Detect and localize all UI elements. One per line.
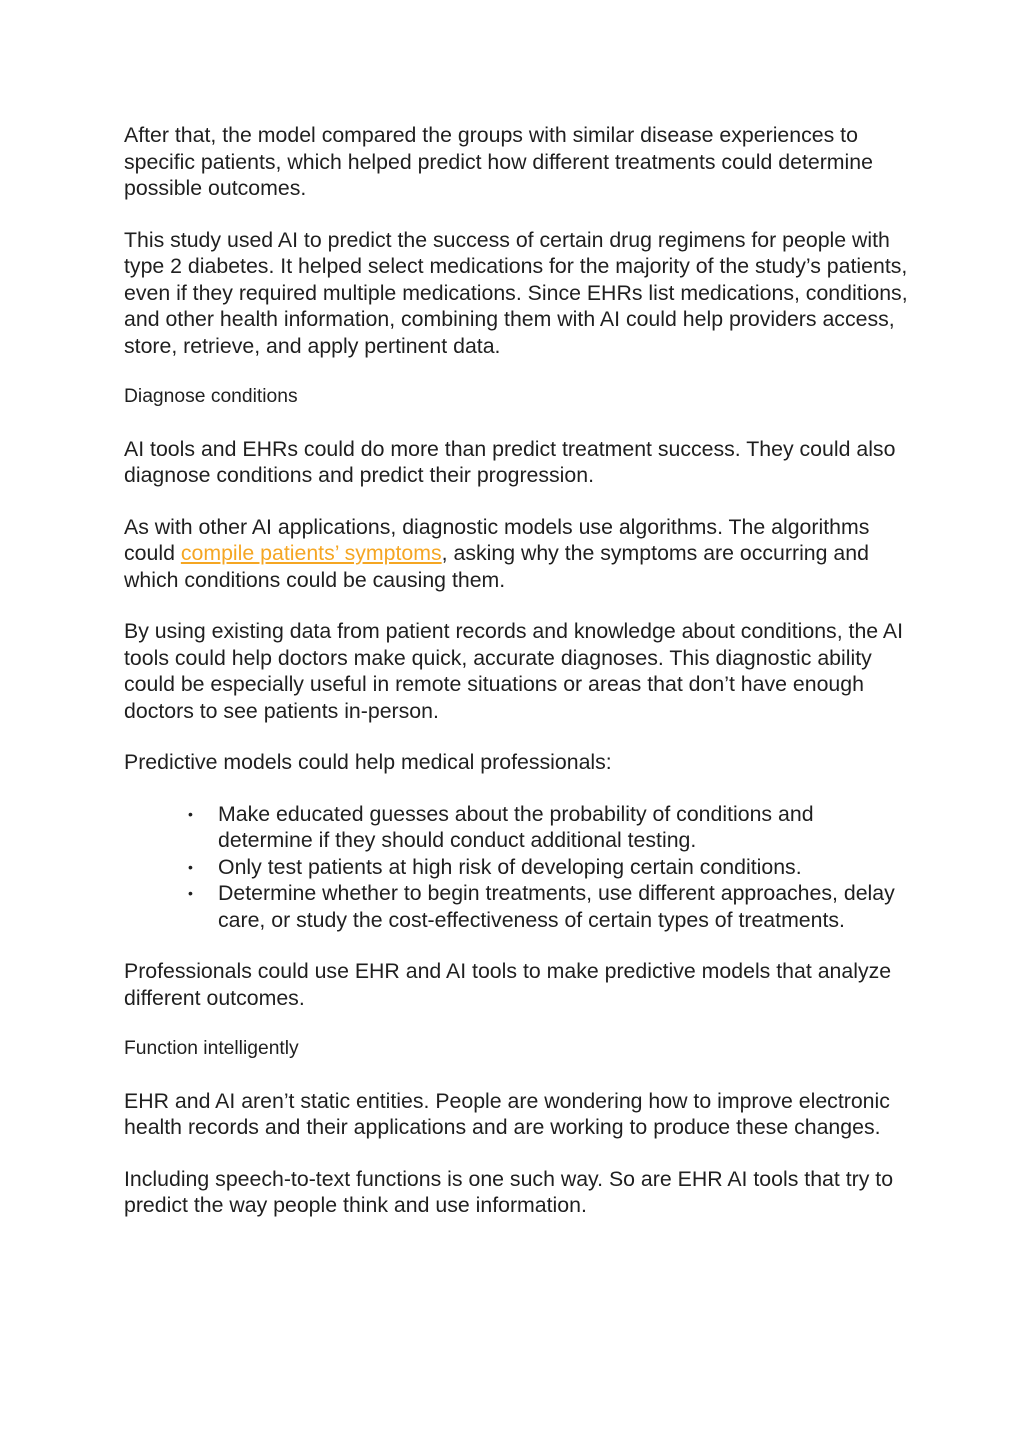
paragraph-predictive-models-intro: Predictive models could help medical professionals: (124, 750, 612, 774)
list-item-text: Make educated guesses about the probability of conditions and determine if they should conduct additional testing. (218, 801, 814, 852)
paragraph-text-before-link: As with other AI applications, diagnostic models use algorithms. The algorithms could (124, 514, 870, 565)
heading-function-intelligently: Function intelligently (124, 1038, 299, 1059)
list-item-text: Determine whether to begin treatments, use different approaches, delay care, or study the cost-effectiveness of certain types of treatments. (218, 881, 895, 932)
list-item-text: Only test patients at high risk of developing certain conditions. (218, 854, 802, 879)
bullet-icon: • (188, 805, 193, 822)
heading-diagnose-conditions: Diagnose conditions (124, 386, 298, 407)
paragraph-text-after-link: , asking why the symptoms are occurring and which conditions could be causing them. (124, 541, 869, 592)
bullet-list (124, 801, 914, 934)
paragraph-diagnose-intro: AI tools and EHRs could do more than predict treatment success. They could also diagnose conditions and predict their progression. (124, 436, 896, 487)
document-page (124, 122, 914, 1244)
paragraph-model-comparison: After that, the model compared the groups with similar disease experiences to specific patients, which helped predict how different treatments could determine possible outcomes. (124, 123, 873, 200)
list-item (188, 854, 914, 881)
bullet-icon: • (188, 885, 193, 901)
paragraph-existing-data: By using existing data from patient records and knowledge about conditions, the AI tools could help doctors make quick, accurate diagnoses. This diagnostic ability could be especially useful in remote situations or areas that don’t have enough doctors to see patients in-person. (124, 619, 904, 723)
paragraph-speech-to-text: Including speech-to-text functions is one such way. So are EHR AI tools that try to predict the way people think and use information. (124, 1166, 894, 1217)
paragraph-diagnostic-algorithms (124, 514, 914, 594)
paragraph-not-static: EHR and AI aren’t static entities. People are wondering how to improve electronic health records and their applications and are working to produce these changes. (124, 1088, 890, 1139)
list-item (188, 880, 914, 933)
bullet-icon: • (188, 858, 193, 875)
compile-symptoms-link[interactable]: compile patients’ symptoms (180, 541, 442, 565)
paragraph-diabetes-study: This study used AI to predict the success of certain drug regimens for people with type 2 diabetes. It helped select medications for the majority of the study’s patients, even if they required multiple medications. Since EHRs list medications, conditions, and other health information, combining them with AI could help providers access, store, retrieve, and apply pertinent data. (124, 227, 908, 358)
paragraph-professionals: Professionals could use EHR and AI tools to make predictive models that analyze different outcomes. (124, 959, 892, 1010)
list-item (188, 801, 914, 854)
